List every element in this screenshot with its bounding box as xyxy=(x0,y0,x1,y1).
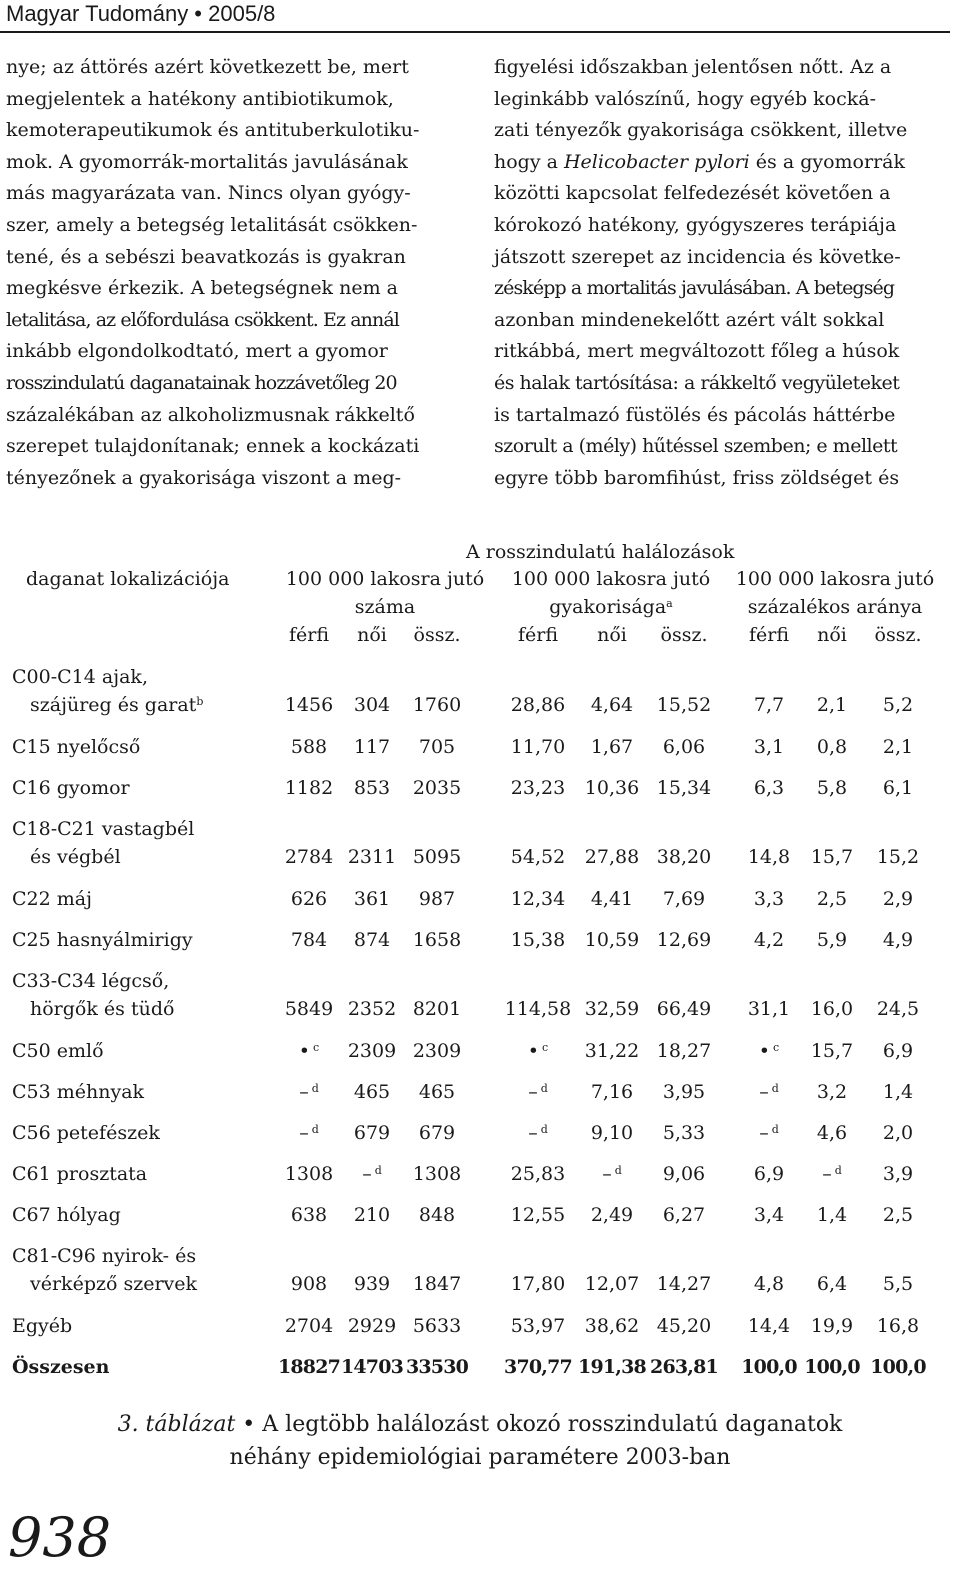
table-cell: 19,9 xyxy=(810,1315,854,1337)
table-caption xyxy=(0,1408,960,1474)
table-cell: 6,3 xyxy=(753,777,785,799)
text-line: figyelési időszakban jelentősen nőtt. Az a xyxy=(494,56,892,78)
text-line: százalékában az alkoholizmusnak rákkeltő xyxy=(6,403,415,426)
table-cell: 15,38 xyxy=(510,929,566,951)
table-cell: 31,1 xyxy=(747,998,791,1020)
table-cell: 1760 xyxy=(412,694,462,716)
text-line: azonban mindenekelőtt azért vált sokkal xyxy=(494,308,885,331)
text-line: tené, és a sebészi beavatkozás is gyakran xyxy=(6,245,406,268)
text-line: inkább elgondolkodtató, mert a gyomor xyxy=(6,340,388,363)
table-cell: – $^d$ xyxy=(822,1163,842,1185)
table-cell: 6,4 xyxy=(816,1273,848,1295)
table-cell: 10,36 xyxy=(584,777,640,799)
row-label xyxy=(12,663,203,719)
table-cell: 27,88 xyxy=(584,846,640,868)
text-line: szerepet tulajdonítanak; ennek a kockázati xyxy=(6,435,420,458)
location-column-header: daganat lokalizációja xyxy=(26,568,230,590)
footnote-mark: d xyxy=(540,1123,548,1136)
row-label-line1: C00-C14 ajak, xyxy=(12,666,148,688)
table-cell: 31,22 xyxy=(584,1040,640,1062)
row-label-line2: és végbél xyxy=(30,846,121,868)
table-cell: 23,23 xyxy=(510,777,566,799)
text-line: szorult a (mély) hűtéssel szemben; e mellett xyxy=(494,435,898,458)
table-cell: – $^d$ xyxy=(299,1122,319,1144)
table-cell: 874 xyxy=(353,929,391,951)
table-cell: 16,0 xyxy=(810,998,854,1020)
table-cell: 9,10 xyxy=(590,1122,634,1144)
table-cell: 2,5 xyxy=(882,1204,914,1226)
table-cell: • $^c$ xyxy=(527,1040,549,1062)
text-line: is tartalmazó füstölés és pácolás háttérbe xyxy=(494,403,896,426)
row-label xyxy=(12,1353,109,1381)
text-line: ritkábbá, mert megváltozott főleg a húsok xyxy=(494,340,900,363)
table-cell: 7,7 xyxy=(753,694,785,716)
row-label xyxy=(12,815,194,871)
footnote-mark: c xyxy=(313,1041,320,1054)
row-label-line2: hörgők és tüdő xyxy=(30,998,175,1020)
text-line: kemoterapeutikumok és antituberkulotiku- xyxy=(6,119,420,142)
row-label-line2: vérképző szervek xyxy=(30,1273,198,1295)
row-label-line1: C33-C34 légcső, xyxy=(12,970,170,992)
sub-header-5: össz. xyxy=(660,624,708,646)
text-line: leginkább valószínű, hogy egyéb kocká- xyxy=(494,87,877,110)
table-cell: 5,2 xyxy=(882,694,914,716)
sub-header-1: női xyxy=(357,624,387,646)
table-cell: 4,9 xyxy=(882,929,914,951)
text-line: tényezőnek a gyakorisága viszont a meg- xyxy=(6,466,402,489)
table-cell: 588 xyxy=(290,736,328,758)
table-cell: 4,41 xyxy=(590,888,634,910)
table-cell: 25,83 xyxy=(510,1163,566,1185)
table-cell: 2784 xyxy=(284,846,334,868)
sub-header-4: női xyxy=(597,624,627,646)
text-line: játszott szerepet az incidencia és követke- xyxy=(494,245,901,268)
table-cell: 38,20 xyxy=(656,846,712,868)
right-text-column xyxy=(494,52,944,494)
table-cell: 2,5 xyxy=(816,888,848,910)
table-cell: 2,1 xyxy=(882,736,914,758)
table-cell: 5633 xyxy=(412,1315,462,1337)
footnote-mark: d xyxy=(771,1082,779,1095)
table-cell: 1182 xyxy=(284,777,334,799)
table-cell: 15,34 xyxy=(656,777,712,799)
caption-label: 3. táblázat xyxy=(117,1412,236,1437)
table-cell: 853 xyxy=(353,777,391,799)
sub-header-8: össz. xyxy=(874,624,922,646)
table-cell: 1308 xyxy=(412,1163,462,1185)
row-label xyxy=(12,1078,144,1106)
table-cell: 1456 xyxy=(284,694,334,716)
table-cell: • $^c$ xyxy=(758,1040,780,1062)
row-label-line1: C22 máj xyxy=(12,888,92,910)
row-label xyxy=(12,1037,104,1065)
table-cell: 15,52 xyxy=(656,694,712,716)
table-cell: 5,8 xyxy=(816,777,848,799)
text-line: zati tényezők gyakorisága csökkent, illetve xyxy=(494,119,908,142)
footnote-mark: a xyxy=(666,597,673,610)
percent-group-header: 100 000 lakosra jutó xyxy=(735,568,935,590)
table-cell: 2,1 xyxy=(816,694,848,716)
table-cell: 2704 xyxy=(284,1315,334,1337)
text-line: szer, amely a betegség letalitását csökken- xyxy=(6,213,418,236)
table-cell: 2,9 xyxy=(882,888,914,910)
table-cell: 114,58 xyxy=(504,998,572,1020)
table-cell: 12,07 xyxy=(584,1273,640,1295)
table-cell: 6,9 xyxy=(753,1163,785,1185)
table-cell: 5,33 xyxy=(662,1122,706,1144)
table-cell: 16,8 xyxy=(876,1315,920,1337)
row-label xyxy=(12,1119,160,1147)
row-label-line1: Összesen xyxy=(12,1356,110,1378)
table-cell: 33530 xyxy=(405,1356,469,1378)
table-cell: 15,7 xyxy=(810,1040,854,1062)
table-cell: 12,69 xyxy=(656,929,712,951)
footnote-mark: d xyxy=(540,1082,548,1095)
table-cell: 5095 xyxy=(412,846,462,868)
table-cell: 987 xyxy=(418,888,456,910)
table-cell: 100,0 xyxy=(804,1356,860,1378)
table-cell: 10,59 xyxy=(584,929,640,951)
row-label-line1: C56 petefészek xyxy=(12,1122,160,1144)
text-line: mok. A gyomorrák-mortalitás javulásának xyxy=(6,150,408,173)
table-cell: 3,95 xyxy=(662,1081,706,1103)
table-cell: 11,70 xyxy=(510,736,566,758)
table-cell: 2929 xyxy=(347,1315,397,1337)
table-cell: 370,77 xyxy=(504,1356,572,1378)
table-cell: 66,49 xyxy=(656,998,712,1020)
table-cell: 679 xyxy=(353,1122,391,1144)
table-cell: 3,3 xyxy=(753,888,785,910)
table-cell: 1,4 xyxy=(882,1081,914,1103)
table-cell: 15,7 xyxy=(810,846,854,868)
footnote-mark: c xyxy=(542,1041,549,1054)
table-cell: 117 xyxy=(353,736,391,758)
table-cell: 54,52 xyxy=(510,846,566,868)
sub-header-6: férfi xyxy=(748,624,790,646)
table-cell: 465 xyxy=(353,1081,391,1103)
text-line: más magyarázata van. Nincs olyan gyógy- xyxy=(6,182,411,205)
footnote-mark: d xyxy=(834,1164,842,1177)
table-cell: 18827 xyxy=(277,1356,341,1378)
table-cell: 5,9 xyxy=(816,929,848,951)
table-cell: 6,1 xyxy=(882,777,914,799)
row-label-line1: C81-C96 nyirok- és xyxy=(12,1245,197,1267)
table-cell: 14,4 xyxy=(747,1315,791,1337)
table-cell: 2,49 xyxy=(590,1204,634,1226)
table-cell: 4,6 xyxy=(816,1122,848,1144)
row-label-line1: C18-C21 vastagbél xyxy=(12,818,195,840)
journal-header: Magyar Tudomány • 2005/8 xyxy=(6,1,276,26)
table-cell: 14,8 xyxy=(747,846,791,868)
table-cell: 12,55 xyxy=(510,1204,566,1226)
text-line: és halak tartósítása: a rákkeltő vegyületeket xyxy=(494,371,900,394)
row-label-line1: Egyéb xyxy=(12,1315,73,1337)
footnote-mark: d xyxy=(614,1164,622,1177)
text-line: egyre több baromfihúst, friss zöldséget és xyxy=(494,466,900,489)
row-label-line1: C16 gyomor xyxy=(12,777,130,799)
table-cell: 2309 xyxy=(347,1040,397,1062)
sub-header-2: össz. xyxy=(413,624,461,646)
table-cell: 679 xyxy=(418,1122,456,1144)
table-cell: 1847 xyxy=(412,1273,462,1295)
text-line: megjelentek a hatékony antibiotikumok, xyxy=(6,87,394,110)
table-cell: 45,20 xyxy=(656,1315,712,1337)
table-cell: 12,34 xyxy=(510,888,566,910)
table-cell: – $^d$ xyxy=(362,1163,382,1185)
rate-group-label: gyakorisága xyxy=(549,596,667,618)
table-cell: 7,16 xyxy=(590,1081,634,1103)
table-cell: 32,59 xyxy=(584,998,640,1020)
caption-text: A legtöbb halálozást okozó rosszindulatú daganatok xyxy=(262,1412,843,1437)
footnote-mark: b xyxy=(196,695,204,708)
table-cell: • $^c$ xyxy=(298,1040,320,1062)
table-cell: 2352 xyxy=(347,998,397,1020)
table-cell: 1308 xyxy=(284,1163,334,1185)
rate-group-header-line2 xyxy=(504,593,718,621)
table-cell: 3,9 xyxy=(882,1163,914,1185)
table-cell: 3,4 xyxy=(753,1204,785,1226)
table-cell: – $^d$ xyxy=(299,1081,319,1103)
table-cell: 6,27 xyxy=(662,1204,706,1226)
table-cell: 1,4 xyxy=(816,1204,848,1226)
row-label xyxy=(12,1201,121,1229)
table-cell: 9,06 xyxy=(662,1163,706,1185)
table-cell: 638 xyxy=(290,1204,328,1226)
table-cell: 263,81 xyxy=(650,1356,718,1378)
row-label xyxy=(12,967,174,1023)
table-cell: 38,62 xyxy=(584,1315,640,1337)
table-cell: 705 xyxy=(418,736,456,758)
row-label-line1: C67 hólyag xyxy=(12,1204,121,1226)
rate-group-header: 100 000 lakosra jutó xyxy=(511,568,711,590)
row-label-line1: C50 emlő xyxy=(12,1040,104,1062)
table-cell: 2035 xyxy=(412,777,462,799)
table-cell: 4,64 xyxy=(590,694,634,716)
page-number: 938 xyxy=(8,1506,112,1569)
table-cell: 14,27 xyxy=(656,1273,712,1295)
table-cell: 6,9 xyxy=(882,1040,914,1062)
caption-line-2: néhány epidemiológiai paramétere 2003-ban xyxy=(229,1445,731,1470)
text-run: és a gyomorrák xyxy=(749,150,905,173)
table-cell: 2,0 xyxy=(882,1122,914,1144)
table-cell: 8201 xyxy=(412,998,462,1020)
table-cell: 100,0 xyxy=(741,1356,797,1378)
table-cell: 465 xyxy=(418,1081,456,1103)
text-line: kórokozó hatékony, gyógyszeres terápiája xyxy=(494,213,897,236)
table-cell: 939 xyxy=(353,1273,391,1295)
text-line: zésképp a mortalitás javulásában. A betegség xyxy=(494,277,895,300)
table-cell: 18,27 xyxy=(656,1040,712,1062)
table-cell: 361 xyxy=(353,888,391,910)
table-cell: 5849 xyxy=(284,998,334,1020)
table-cell: 2311 xyxy=(347,846,397,868)
table-cell: – $^d$ xyxy=(528,1081,548,1103)
table-cell: 5,5 xyxy=(882,1273,914,1295)
table-cell: 210 xyxy=(353,1204,391,1226)
left-text-column xyxy=(6,52,453,494)
table-cell: 24,5 xyxy=(876,998,920,1020)
row-label-line1: C25 hasnyálmirigy xyxy=(12,929,193,951)
table-cell: 3,2 xyxy=(816,1081,848,1103)
table-cell: – $^d$ xyxy=(759,1122,779,1144)
table-cell: 15,2 xyxy=(876,846,920,868)
row-label-line1: C61 prosztata xyxy=(12,1163,148,1185)
table-cell: 191,38 xyxy=(578,1356,646,1378)
sub-header-3: férfi xyxy=(517,624,559,646)
footnote-mark: c xyxy=(773,1041,780,1054)
row-label-line1: C15 nyelőcső xyxy=(12,736,141,758)
table-cell: 1658 xyxy=(412,929,462,951)
table-cell: 304 xyxy=(353,694,391,716)
table-cell: 6,06 xyxy=(662,736,706,758)
count-group-header: 100 000 lakosra jutó xyxy=(285,568,485,590)
table-cell: 28,86 xyxy=(510,694,566,716)
footnote-mark: d xyxy=(311,1082,319,1095)
table-cell: 908 xyxy=(290,1273,328,1295)
row-label xyxy=(12,733,140,761)
table-cell: 17,80 xyxy=(510,1273,566,1295)
text-line: nye; az áttörés azért következett be, mert xyxy=(6,56,409,78)
count-group-header-line2: száma xyxy=(354,596,416,618)
sub-header-0: férfi xyxy=(288,624,330,646)
table-cell: 848 xyxy=(418,1204,456,1226)
table-cell: – $^d$ xyxy=(528,1122,548,1144)
table-cell: 100,0 xyxy=(870,1356,926,1378)
table-cell: 53,97 xyxy=(510,1315,566,1337)
sub-header-7: női xyxy=(817,624,847,646)
percent-group-header-line2: százalékos aránya xyxy=(747,596,923,618)
table-cell: 2309 xyxy=(412,1040,462,1062)
table-cell: – $^d$ xyxy=(759,1081,779,1103)
table-cell: 3,1 xyxy=(753,736,785,758)
table-cell: 4,8 xyxy=(753,1273,785,1295)
text-line: letalitása, az előfordulása csökkent. Ez annál xyxy=(6,308,399,331)
row-label-line1: C53 méhnyak xyxy=(12,1081,145,1103)
row-label xyxy=(12,926,193,954)
text-line: rosszindulatú daganatainak hozzávetőleg 20 xyxy=(6,371,397,394)
row-label-line2: szájüreg és garat$^b$ xyxy=(30,694,204,716)
table-cell: 4,2 xyxy=(753,929,785,951)
caption-separator: • xyxy=(235,1412,263,1437)
table-title: A rosszindulatú halálozások xyxy=(466,541,735,563)
row-label xyxy=(12,1160,147,1188)
table-cell: 0,8 xyxy=(816,736,848,758)
table-cell: 626 xyxy=(290,888,328,910)
table-cell: 14703 xyxy=(340,1356,404,1378)
text-run: hogy a xyxy=(494,150,564,173)
footnote-mark: d xyxy=(771,1123,779,1136)
text-line: közötti kapcsolat felfedezését követően a xyxy=(494,182,891,205)
row-label xyxy=(12,774,130,802)
italic-species-name: Helicobacter pylori xyxy=(563,150,750,173)
caption-line-1 xyxy=(0,1408,960,1441)
text-line: megkésve érkezik. A betegségnek nem a xyxy=(6,277,398,300)
row-label xyxy=(12,885,92,913)
row-label xyxy=(12,1242,197,1298)
footnote-mark: d xyxy=(311,1123,319,1136)
footnote-mark: d xyxy=(374,1164,382,1177)
table-cell: 784 xyxy=(290,929,328,951)
table-cell: 1,67 xyxy=(590,736,634,758)
table-cell: 7,69 xyxy=(662,888,706,910)
text-line xyxy=(494,147,944,179)
table-cell: – $^d$ xyxy=(602,1163,622,1185)
row-label xyxy=(12,1312,72,1340)
header-rule xyxy=(0,31,950,33)
